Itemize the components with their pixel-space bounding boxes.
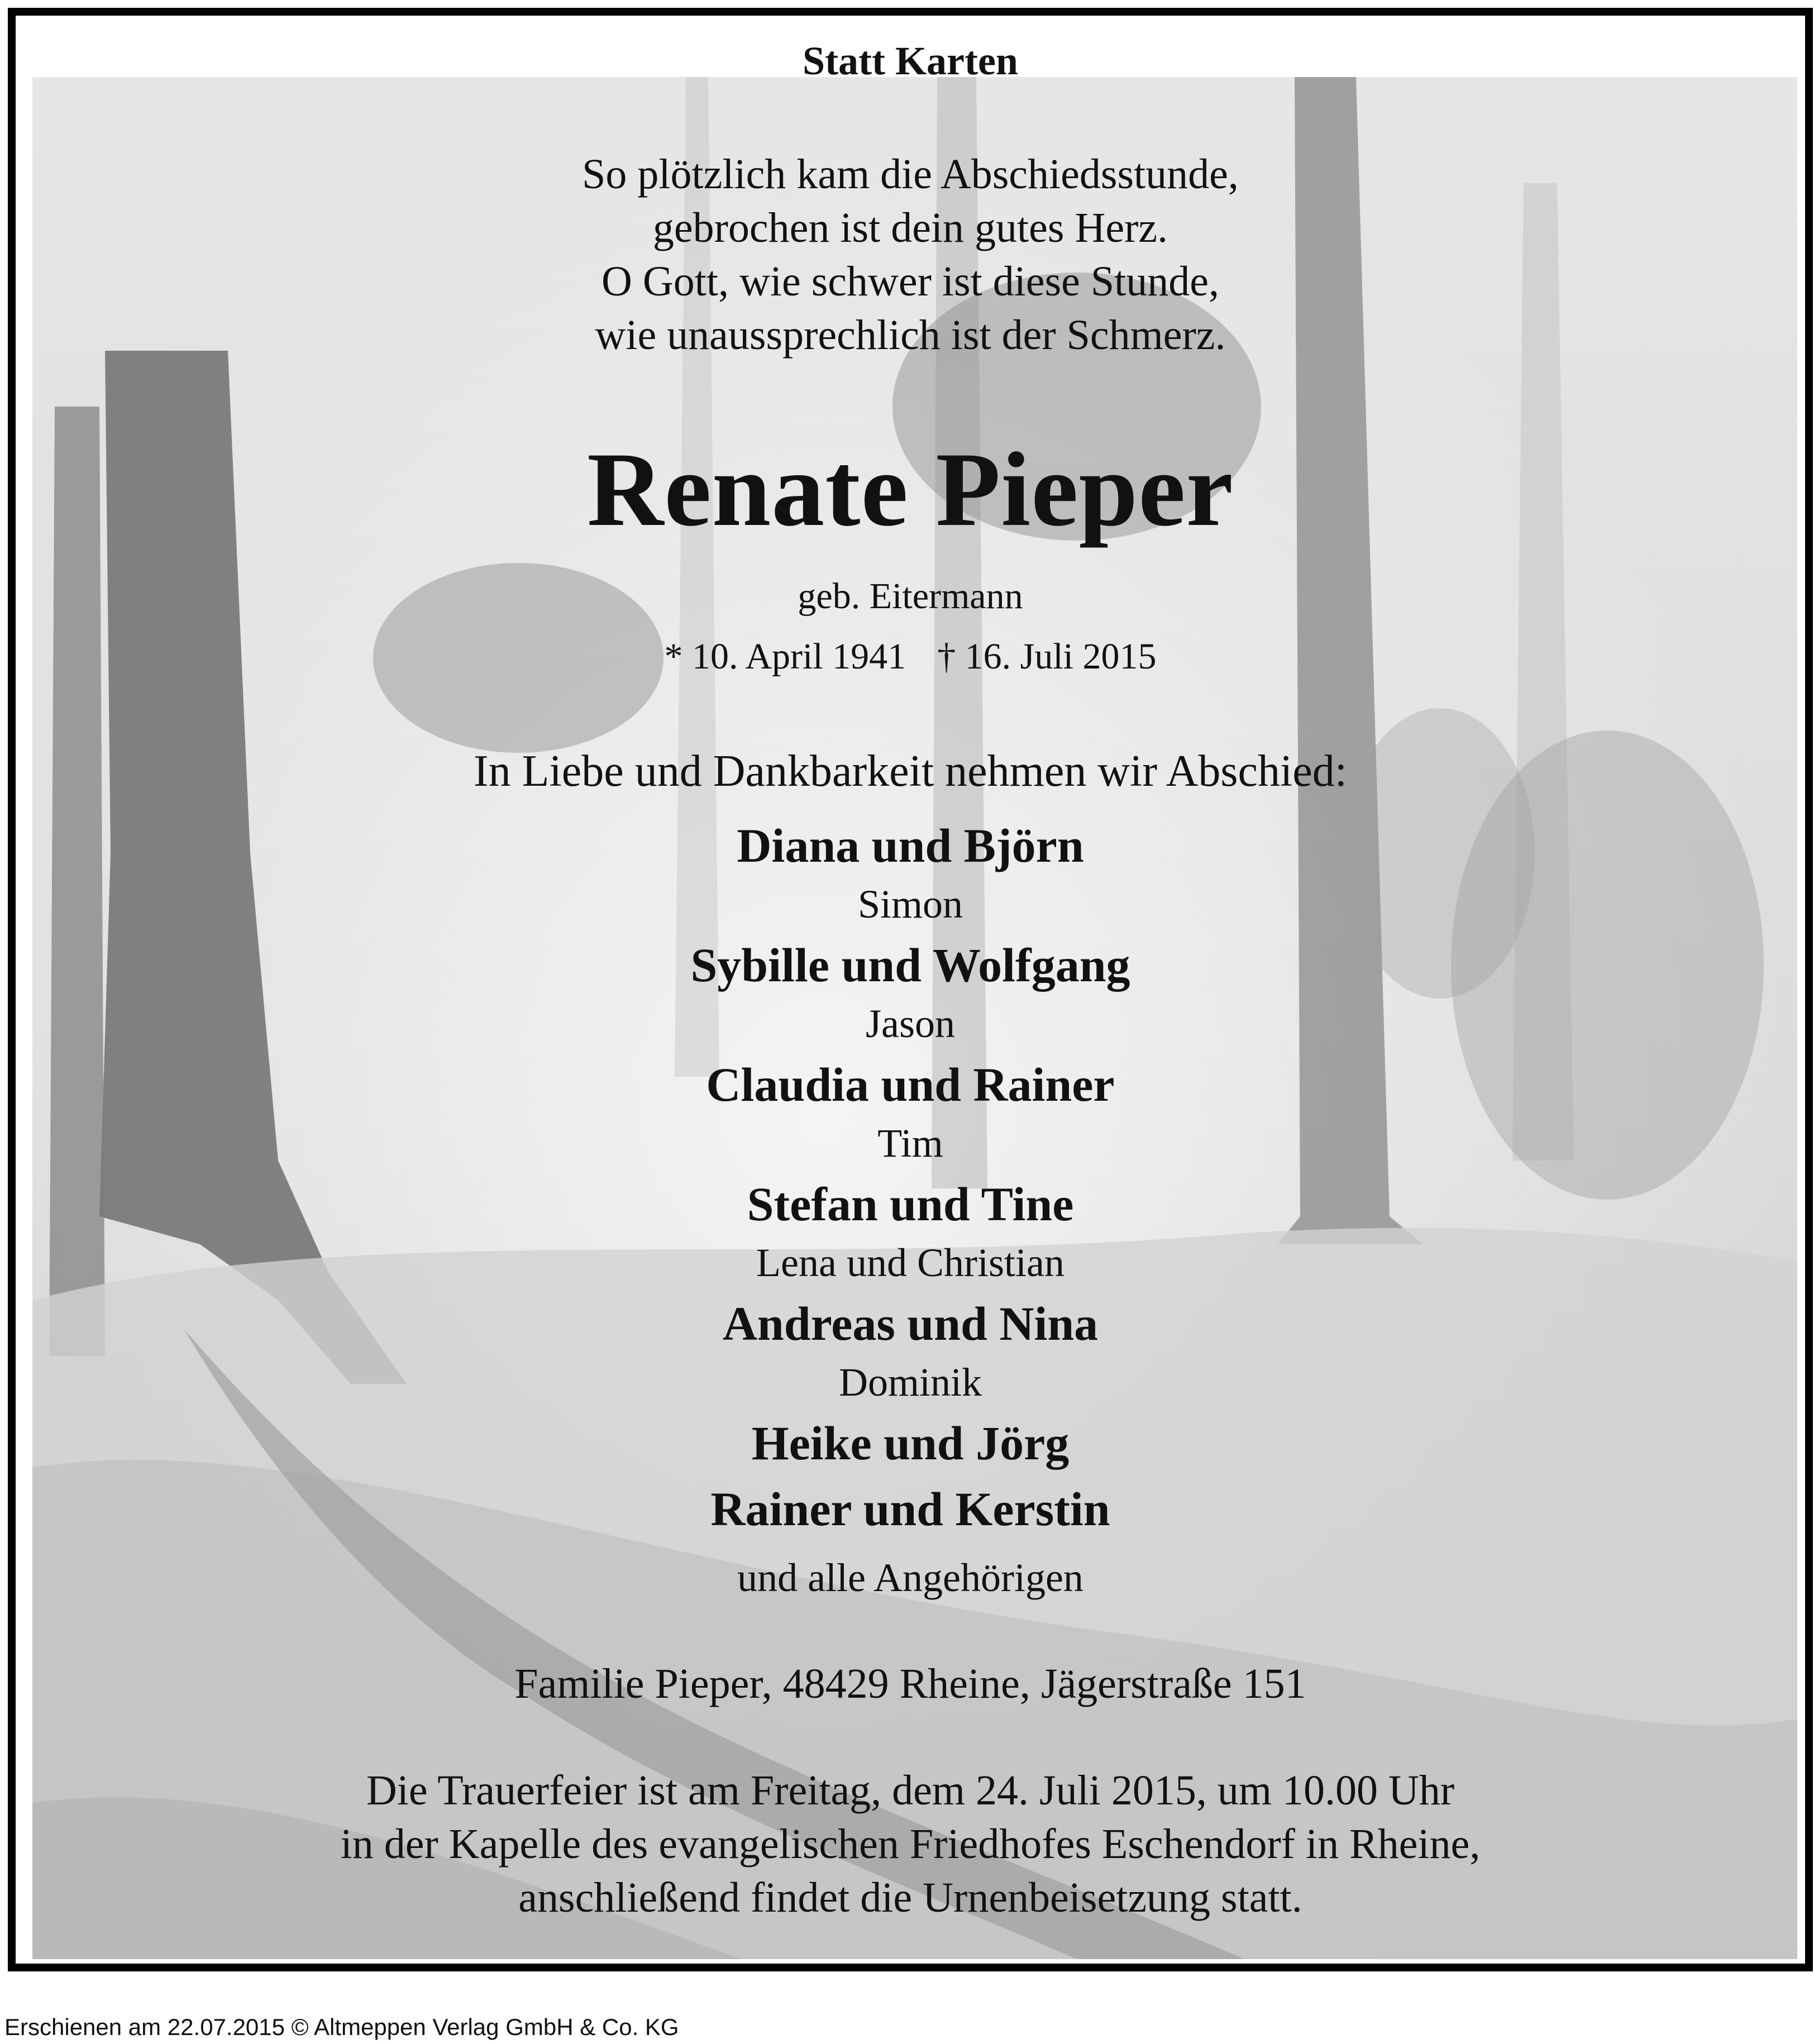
life-dates <box>16 636 1805 678</box>
poem-line: gebrochen ist dein gutes Herz. <box>652 204 1168 251</box>
poem-line: wie unaussprechlich ist der Schmerz. <box>595 312 1226 359</box>
relatives-line: und alle Angehörigen <box>737 1555 1083 1600</box>
publication-footer: Erschienen am 22.07.2015 © Altmeppen Verlag GmbH & Co. KG <box>4 2014 679 2040</box>
obituary-notice <box>8 8 1813 1971</box>
mourner-couple: Rainer und Kerstin <box>710 1482 1110 1536</box>
deceased-name: Renate Pieper <box>587 431 1234 548</box>
service-line: anschließend findet die Urnenbeisetzung statt. <box>518 1874 1302 1921</box>
mourner-couple: Sybille und Wolfgang <box>690 938 1130 992</box>
mourner-couple: Stefan und Tine <box>747 1177 1074 1231</box>
poem-line: O Gott, wie schwer ist diese Stunde, <box>601 258 1220 305</box>
mourner-couple: Andreas und Nina <box>722 1297 1099 1350</box>
notice-heading: Statt Karten <box>803 39 1018 83</box>
farewell-intro: In Liebe und Dankbarkeit nehmen wir Abschied: <box>474 747 1347 796</box>
notice-text <box>16 16 1805 1964</box>
mourner-children: Tim <box>877 1121 943 1166</box>
mourner-children: Lena und Christian <box>756 1240 1064 1285</box>
service-line: in der Kapelle des evangelischen Friedhofes Eschendorf in Rheine, <box>340 1821 1481 1868</box>
death-date: † 16. Juli 2015 <box>937 636 1157 677</box>
mourner-couple: Heike und Jörg <box>751 1416 1070 1470</box>
poem-line: So plötzlich kam die Abschiedsstunde, <box>582 151 1239 198</box>
birth-date: * 10. April 1941 <box>664 636 906 677</box>
mourner-couple: Claudia und Rainer <box>706 1058 1115 1111</box>
mourner-children: Jason <box>866 1001 955 1046</box>
mourner-children: Dominik <box>838 1360 982 1405</box>
mourner-children: Simon <box>857 882 963 927</box>
family-address: Familie Pieper, 48429 Rheine, Jägerstraße 151 <box>514 1660 1306 1707</box>
service-line: Die Trauerfeier ist am Freitag, dem 24. Juli 2015, um 10.00 Uhr <box>366 1767 1455 1814</box>
mourner-couple: Diana und Björn <box>737 819 1084 872</box>
birth-name: geb. Eitermann <box>798 576 1023 617</box>
